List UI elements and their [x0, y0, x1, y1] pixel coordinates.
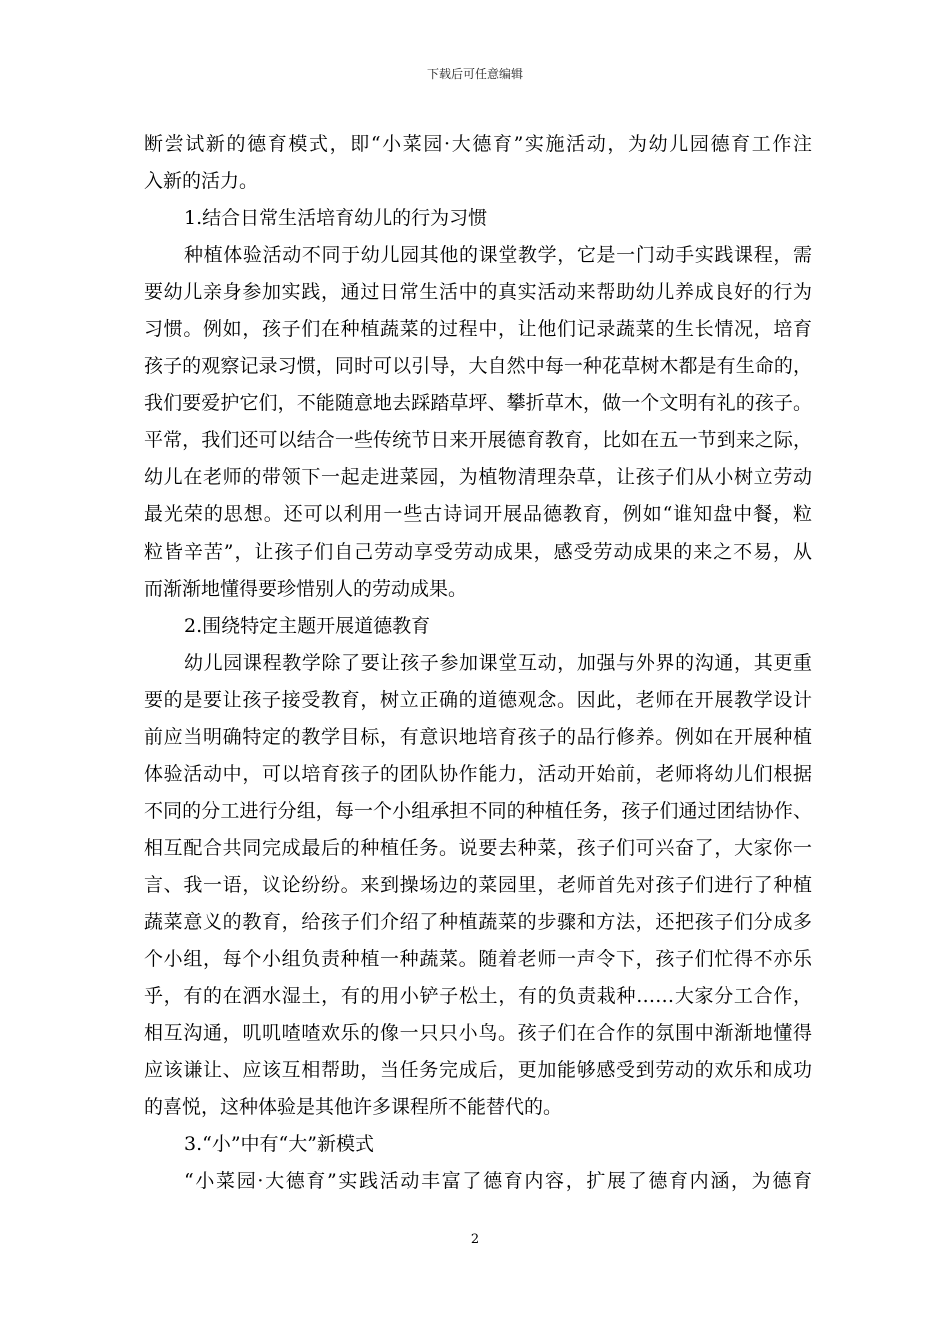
paragraph-line: 孩子的观察记录习惯，同时可以引导，大自然中每一种花草树木都是有生命的，: [144, 355, 812, 378]
paragraph-line: 断尝试新的德育模式，即“小菜园·大德育”实施活动，为幼儿园德育工作注: [144, 133, 812, 155]
paragraph-line: 要幼儿亲身参加实践，通过日常生活中的真实活动来帮助幼儿养成良好的行为: [144, 281, 812, 304]
paragraph-line: 相互配合共同完成最后的种植任务。说要去种菜，孩子们可兴奋了，大家你一: [144, 836, 812, 859]
paragraph-line: 幼儿在老师的带领下一起走进菜园，为植物清理杂草，让孩子们从小树立劳动: [144, 466, 812, 489]
paragraph-line: 平常，我们还可以结合一些传统节日来开展德育教育，比如在五一节到来之际，: [144, 429, 812, 452]
paragraph-line: 不同的分工进行分组，每一个小组承担不同的种植任务，孩子们通过团结协作、: [144, 799, 812, 822]
paragraph-line: 个小组，每个小组负责种植一种蔬菜。随着老师一声令下，孩子们忙得不亦乐: [144, 948, 812, 971]
paragraph-line: 相互沟通，叽叽喳喳欢乐的像一只只小鸟。孩子们在合作的氛围中渐渐地懂得: [144, 1022, 812, 1045]
paragraph-line: 我们要爱护它们，不能随意地去踩踏草坪、攀折草木，做一个文明有礼的孩子。: [144, 392, 812, 415]
section-heading: 1.结合日常生活培育幼儿的行为习惯: [184, 207, 488, 230]
paragraph-line: 蔬菜意义的教育，给孩子们介绍了种植蔬菜的步骤和方法，还把孩子们分成多: [144, 910, 812, 933]
document-body: [144, 126, 812, 1200]
paragraph-line: 的喜悦，这种体验是其他许多课程所不能替代的。: [144, 1096, 563, 1119]
paragraph-line: 习惯。例如，孩子们在种植蔬菜的过程中，让他们记录蔬菜的生长情况，培育: [144, 318, 812, 341]
paragraph-line: 粒皆辛苦”，让孩子们自己劳动享受劳动成果，感受劳动成果的来之不易，从: [144, 540, 812, 563]
paragraph-line: 前应当明确特定的教学目标，有意识地培育孩子的品行修养。例如在开展种植: [144, 725, 812, 748]
paragraph-line: 乎，有的在洒水湿土，有的用小铲子松土，有的负责栽种……大家分工合作，: [144, 985, 812, 1008]
paragraph-line: 体验活动中，可以培育孩子的团队协作能力，活动开始前，老师将幼儿们根据: [144, 762, 812, 785]
paragraph-line: 应该谦让、应该互相帮助，当任务完成后，更加能够感受到劳动的欢乐和成功: [144, 1059, 812, 1082]
paragraph-line: 要的是要让孩子接受教育，树立正确的道德观念。因此，老师在开展教学设计: [144, 688, 812, 711]
paragraph-line: 言、我一语，议论纷纷。来到操场边的菜园里，老师首先对孩子们进行了种植: [144, 873, 812, 896]
paragraph-line: 种植体验活动不同于幼儿园其他的课堂教学，它是一门动手实践课程，需: [184, 244, 812, 267]
page-number: 2: [470, 1232, 480, 1247]
section-heading: 2.围绕特定主题开展道德教育: [184, 614, 431, 637]
paragraph-line: 幼儿园课程教学除了要让孩子参加课堂互动，加强与外界的沟通，其更重: [184, 651, 812, 674]
page-header: 下载后可任意编辑: [426, 67, 523, 81]
section-heading: 3.“小”中有“大”新模式: [184, 1133, 374, 1156]
paragraph-line: 而渐渐地懂得要珍惜别人的劳动成果。: [144, 577, 468, 600]
paragraph-line: 入新的活力。: [144, 170, 259, 193]
paragraph-line: 最光荣的思想。还可以利用一些古诗词开展品德教育，例如“谁知盘中餐，粒: [144, 503, 812, 526]
paragraph-line: “小菜园·大德育”实践活动丰富了德育内容，扩展了德育内涵，为德育: [184, 1170, 812, 1193]
